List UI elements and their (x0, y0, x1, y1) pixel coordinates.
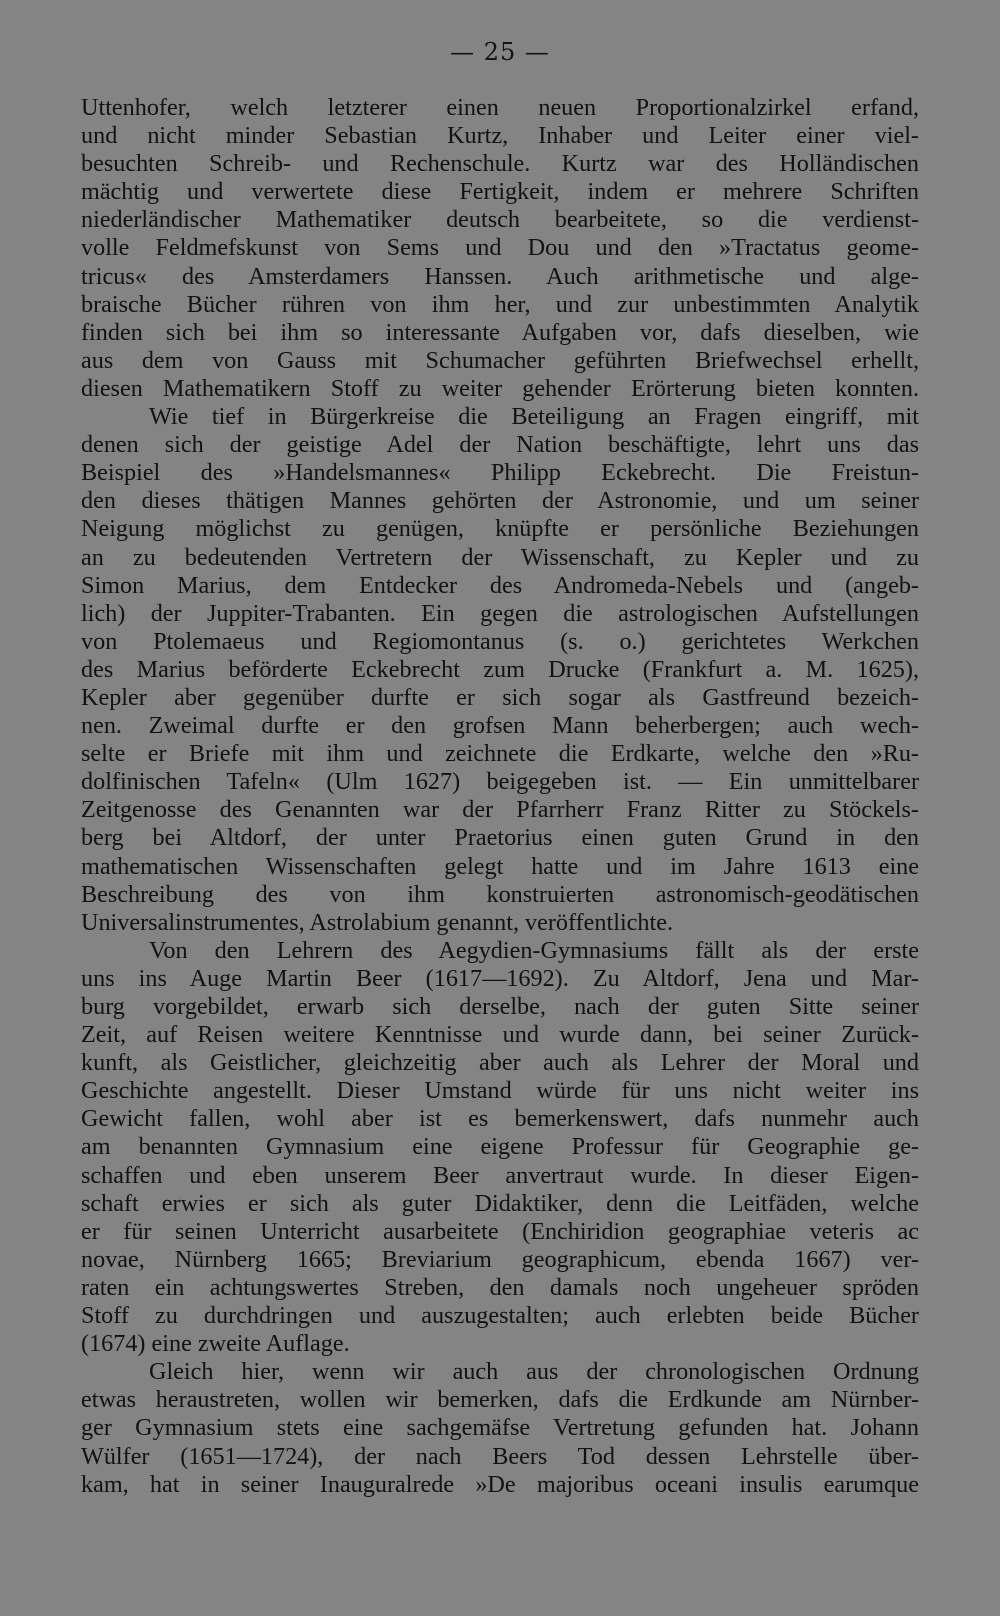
text-line: volle Feldmefskunst von Sems und Dou und den »Tractatus geome- (81, 234, 919, 262)
text-line: und nicht minder Sebastian Kurtz, Inhaber und Leiter einer viel- (81, 122, 919, 150)
text-line: Wie tief in Bürgerkreise die Beteiligung an Fragen eingriff, mit (149, 403, 919, 431)
text-line: diesen Mathematikern Stoff zu weiter gehender Erörterung bieten konnten. (81, 374, 919, 402)
text-line: Zeitgenosse des Genannten war der Pfarrherr Franz Ritter zu Stöckels- (81, 796, 919, 824)
text-line: Gleich hier, wenn wir auch aus der chronologischen Ordnung (149, 1358, 919, 1386)
text-line: braische Bücher rühren von ihm her, und zur unbestimmten Analytik (81, 290, 919, 318)
text-line: er für seinen Unterricht ausarbeitete (Enchiridion geographiae veteris ac (81, 1217, 919, 1245)
text-line: novae, Nürnberg 1665; Breviarium geographicum, ebenda 1667) ver- (81, 1245, 919, 1273)
text-line: Stoff zu durchdringen und auszugestalten; auch erlebten beide Bücher (81, 1302, 919, 1330)
text-line: aus dem von Gauss mit Schumacher geführten Briefwechsel erhellt, (81, 346, 919, 374)
text-line: mächtig und verwertete diese Fertigkeit, indem er mehrere Schriften (81, 178, 919, 206)
text-line: etwas heraustreten, wollen wir bemerken, dafs die Erdkunde am Nürnber- (81, 1386, 919, 1414)
text-line: tricus« des Amsterdamers Hanssen. Auch arithmetische und alge- (81, 262, 919, 290)
text-line: Beispiel des »Handelsmannes« Philipp Eckebrecht. Die Freistun- (81, 459, 919, 487)
text-line: Uttenhofer, welch letzterer einen neuen Proportionalzirkel erfand, (81, 94, 919, 121)
text-line: niederländischer Mathematiker deutsch bearbeitete, so die verdienst- (81, 206, 919, 234)
text-line: ger Gymnasium stets eine sachgemäfse Vertretung gefunden hat. Johann (81, 1414, 919, 1442)
text-line: kunft, als Geistlicher, gleichzeitig aber auch als Lehrer der Moral und (81, 1049, 919, 1077)
text-line: Universalinstrumentes, Astrolabium genannt, veröffentlichte. (81, 908, 674, 936)
page-number: — 25 — (450, 38, 550, 66)
text-line: Beschreibung des von ihm konstruierten astronomisch-geodätischen (81, 880, 919, 908)
text-line: kam, hat in seiner Inauguralrede »De majoribus oceani insulis earumque (81, 1470, 919, 1498)
text-line: Gewicht fallen, wohl aber ist es bemerkenswert, dafs nunmehr auch (81, 1105, 919, 1133)
text-line: besuchten Schreib- und Rechenschule. Kurtz war des Holländischen (81, 150, 919, 178)
text-line: (1674) eine zweite Auflage. (81, 1330, 350, 1358)
text-line: Simon Marius, dem Entdecker des Andromeda-Nebels und (angeb- (81, 571, 919, 599)
text-line: raten ein achtungswertes Streben, den damals noch ungeheuer spröden (81, 1273, 919, 1301)
text-line: Von den Lehrern des Aegydien-Gymnasiums fällt als der erste (149, 936, 919, 964)
text-line: mathematischen Wissenschaften gelegt hatte und im Jahre 1613 eine (81, 852, 919, 880)
text-line: des Marius beförderte Eckebrecht zum Drucke (Frankfurt a. M. 1625), (81, 655, 919, 683)
text-line: dolfinischen Tafeln« (Ulm 1627) beigegeben ist. — Ein unmittelbarer (81, 768, 919, 796)
text-line: finden sich bei ihm so interessante Aufgaben vor, dafs dieselben, wie (81, 318, 919, 346)
text-line: Neigung möglichst zu genügen, knüpfte er persönliche Beziehungen (81, 515, 919, 543)
text-line: lich) der Juppiter-Trabanten. Ein gegen die astrologischen Aufstellungen (81, 599, 919, 627)
text-line: denen sich der geistige Adel der Nation beschäftigte, lehrt uns das (81, 431, 919, 459)
text-line: Wülfer (1651—1724), der nach Beers Tod dessen Lehrstelle über- (81, 1442, 919, 1470)
text-line: den dieses thätigen Mannes gehörten der Astronomie, und um seiner (81, 487, 919, 515)
text-line: nen. Zweimal durfte er den grofsen Mann beherbergen; auch wech- (81, 712, 919, 740)
text-line: Geschichte angestellt. Dieser Umstand würde für uns nicht weiter ins (81, 1077, 919, 1105)
text-line: burg vorgebildet, erwarb sich derselbe, nach der guten Sitte seiner (81, 993, 919, 1020)
text-line: von Ptolemaeus und Regiomontanus (s. o.) gerichtetes Werkchen (81, 627, 919, 655)
text-line: schaft erwies er sich als guter Didaktiker, denn die Leitfäden, welche (81, 1189, 919, 1217)
text-line: Kepler aber gegenüber durfte er sich sogar als Gastfreund bezeich- (81, 683, 919, 711)
text-line: schaffen und eben unserem Beer anvertraut wurde. In dieser Eigen- (81, 1161, 919, 1189)
body-text (81, 94, 919, 1499)
text-line: am benannten Gymnasium eine eigene Professur für Geographie ge- (81, 1133, 919, 1161)
text-line: Zeit, auf Reisen weitere Kenntnisse und wurde dann, bei seiner Zurück- (81, 1021, 919, 1049)
text-line: an zu bedeutenden Vertretern der Wissenschaft, zu Kepler und zu (81, 543, 919, 571)
text-line: berg bei Altdorf, der unter Praetorius einen guten Grund in den (81, 824, 919, 852)
text-line: uns ins Auge Martin Beer (1617—1692). Zu Altdorf, Jena und Mar- (81, 964, 919, 992)
text-line: selte er Briefe mit ihm und zeichnete die Erdkarte, welche den »Ru- (81, 740, 919, 768)
